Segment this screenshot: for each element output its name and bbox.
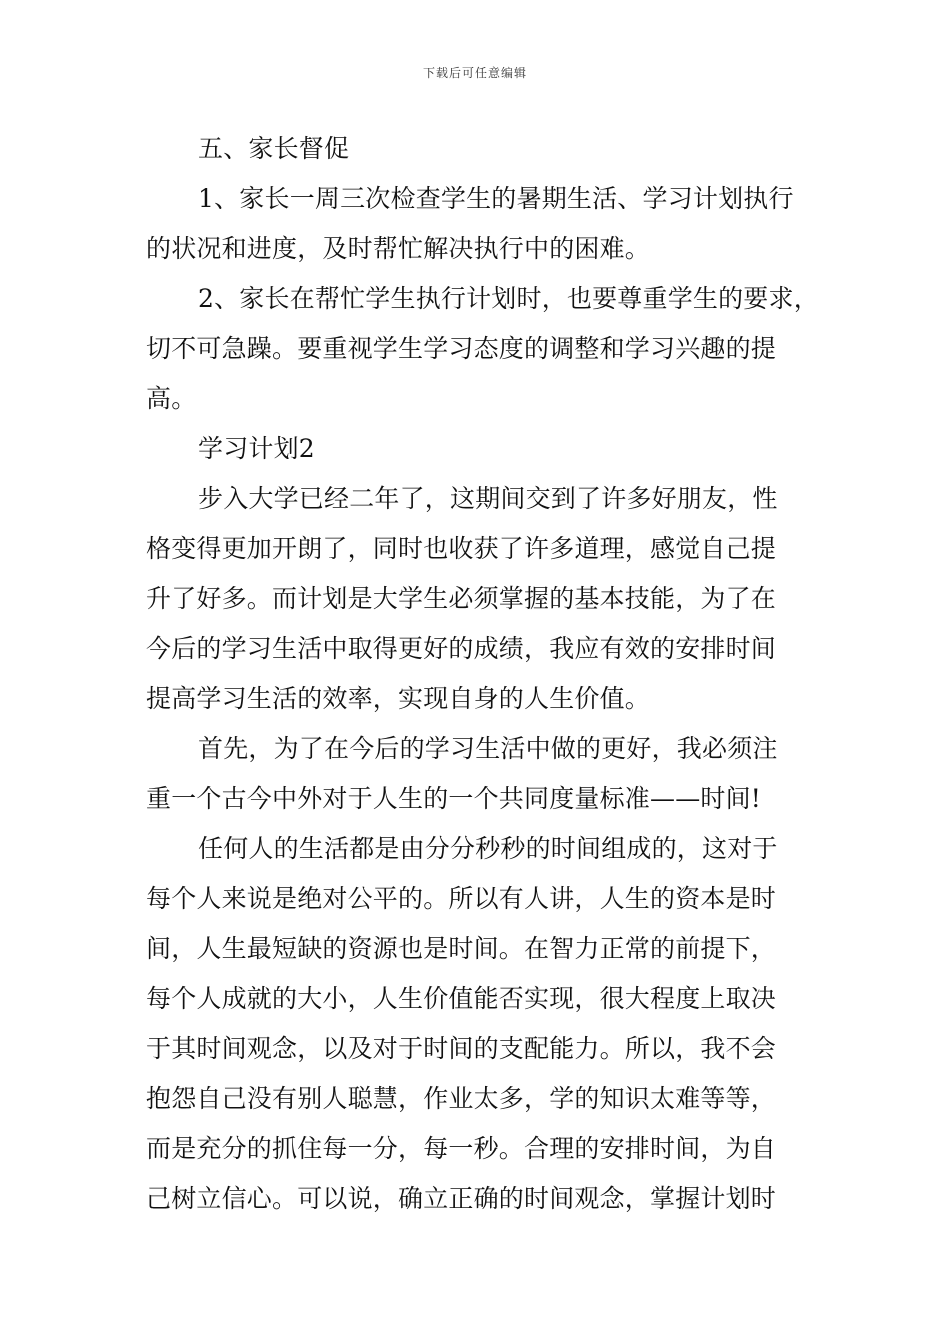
text-line: 步入大学已经二年了，这期间交到了许多好朋友，性 [198, 484, 778, 513]
text-line: 切不可急躁。要重视学生学习态度的调整和学习兴趣的提 [146, 334, 777, 363]
text-line: 高。 [146, 384, 197, 413]
text-line: 学习计划2 [198, 434, 315, 463]
document-body [146, 124, 819, 1224]
text-line: 提高学习生活的效率，实现自身的人生价值。 [146, 684, 651, 713]
text-line: 任何人的生活都是由分分秒秒的时间组成的，这对于 [198, 834, 778, 863]
text-line: 1、家长一周三次检查学生的暑期生活、学习计划执行 [198, 184, 794, 213]
text-line: 格变得更加开朗了，同时也收获了许多道理，感觉自己提 [146, 534, 777, 563]
text-line: 升了好多。而计划是大学生必须掌握的基本技能，为了在 [146, 584, 777, 613]
paragraph-parent-respect [146, 274, 819, 424]
paragraph-college-intro [146, 474, 812, 724]
page-header: 下载后可任意编辑 [422, 66, 527, 80]
text-line: 每个人来说是绝对公平的。所以有人讲，人生的资本是时 [146, 884, 777, 913]
text-line: 五、家长督促 [198, 134, 350, 163]
paragraph-time-importance [146, 824, 812, 1224]
heading-study-plan-2 [146, 424, 812, 474]
text-line: 抱怨自己没有别人聪慧，作业太多，学的知识太难等等， [146, 1084, 777, 1113]
text-line: 每个人成就的大小，人生价值能否实现，很大程度上取决 [146, 984, 777, 1013]
text-line: 今后的学习生活中取得更好的成绩，我应有效的安排时间 [146, 634, 777, 663]
paragraph-parent-check [146, 174, 812, 274]
text-line: 于其时间观念，以及对于时间的支配能力。所以，我不会 [146, 1034, 777, 1063]
text-line: 首先，为了在今后的学习生活中做的更好，我必须注 [198, 734, 778, 763]
text-line: 而是充分的抓住每一分，每一秒。合理的安排时间，为自 [146, 1134, 777, 1163]
text-line: 2、家长在帮忙学生执行计划时，也要尊重学生的要求， [198, 284, 819, 313]
text-line: 间，人生最短缺的资源也是时间。在智力正常的前提下， [146, 934, 777, 963]
text-line: 己树立信心。可以说，确立正确的时间观念，掌握计划时 [146, 1184, 777, 1213]
heading-parent-supervision [146, 124, 812, 174]
text-line: 的状况和进度，及时帮忙解决执行中的困难。 [146, 234, 651, 263]
text-line: 重一个古今中外对于人生的一个共同度量标准——时间! [146, 784, 762, 813]
paragraph-time-standard [146, 724, 812, 824]
